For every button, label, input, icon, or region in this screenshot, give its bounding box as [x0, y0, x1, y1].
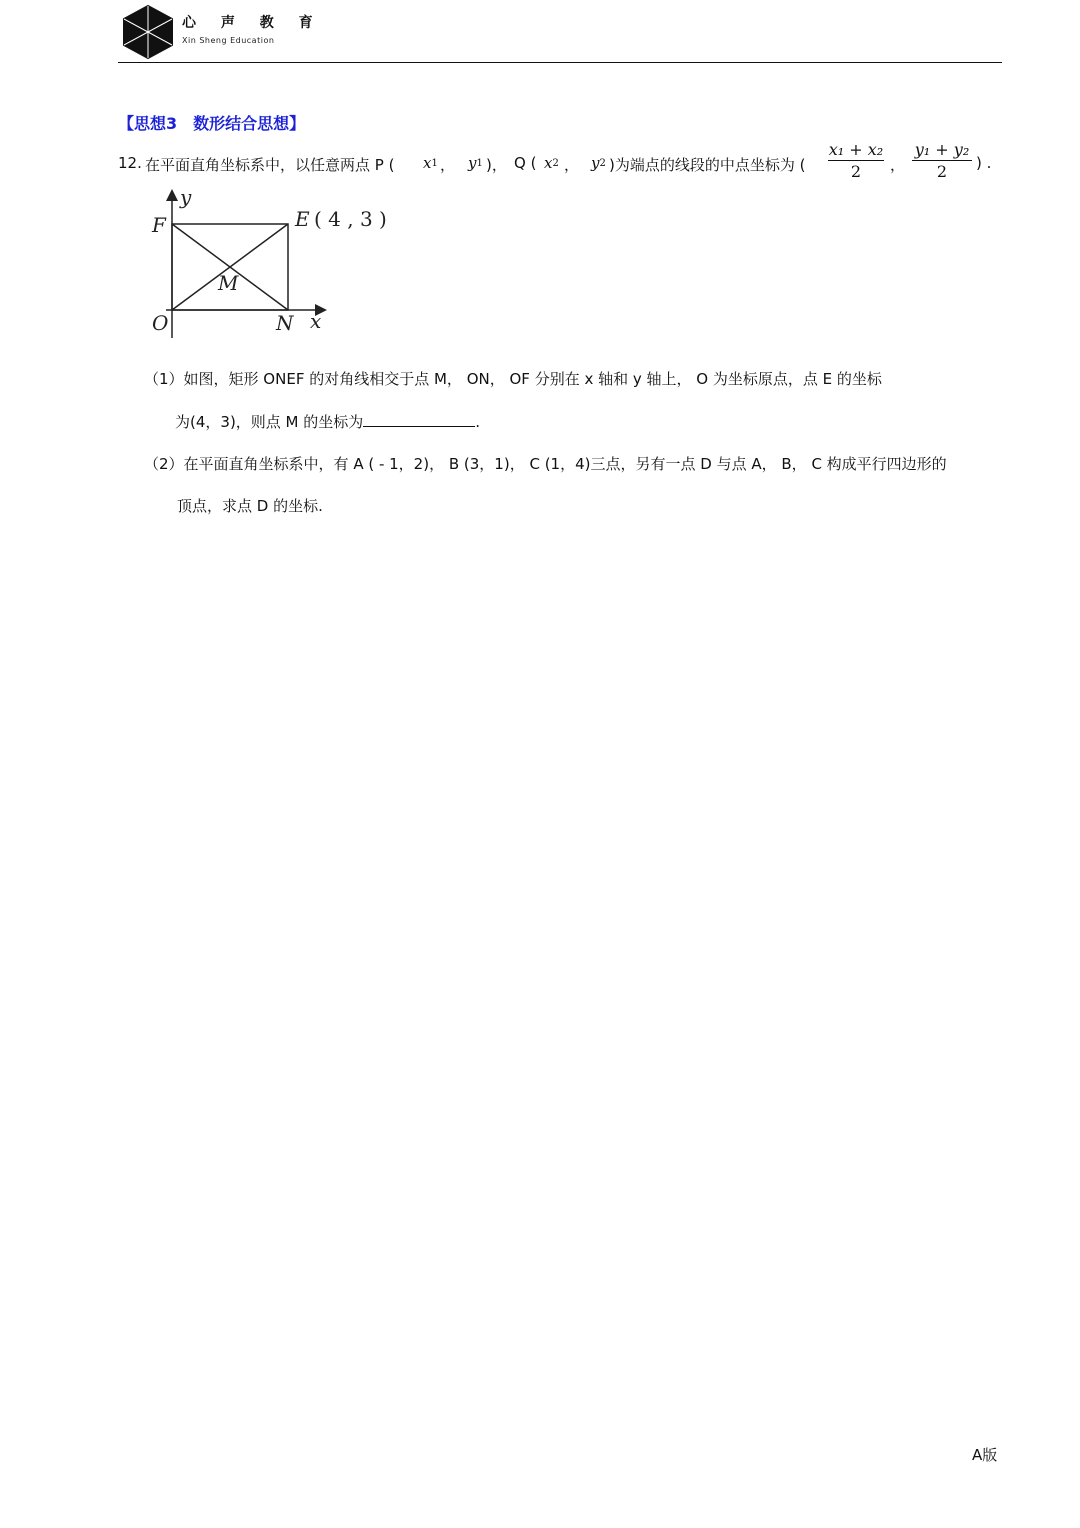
fraction-y-numerator: y₁ + y₂: [914, 140, 970, 159]
stem-comma: ，: [440, 156, 456, 174]
fraction-y-bar: [912, 160, 972, 161]
brand-name-cn: 心 声 教 育: [182, 15, 323, 31]
stem-text-a: 在平面直角坐标系中，以任意两点 P (: [145, 156, 395, 174]
point-label-e: E: [295, 207, 310, 231]
var-y2: y 2: [591, 154, 606, 172]
version-label: A版: [972, 1446, 998, 1464]
part-1-line-2-end: .: [475, 413, 481, 431]
header-divider: [118, 62, 1002, 63]
part-1-line-2: [175, 411, 480, 432]
point-label-n: N: [276, 311, 294, 335]
fraction-x-numerator: x₁ + x₂: [828, 140, 884, 159]
point-label-m: M: [218, 271, 239, 295]
part-2-line-1: （2）在平面直角坐标系中，有 A ( - 1，2)， B (3，1)， C (1，4)三点，另有一点 D 与点 A， B， C 构成平行四边形的: [144, 455, 947, 473]
stem-text-b: )为端点的线段的中点坐标为 (: [609, 156, 806, 174]
part-1-line-1: （1）如图，矩形 ONEF 的对角线相交于点 M， ON， OF 分别在 x 轴和 y 轴上， O 为坐标原点，点 E 的坐标: [144, 370, 882, 388]
fraction-y-denominator: 2: [936, 162, 948, 181]
stem-end: ) .: [976, 154, 992, 172]
point-label-o: O: [152, 311, 169, 335]
page-header: [118, 0, 1002, 64]
question-number: 12.: [118, 154, 142, 172]
axis-label-x: x: [310, 309, 322, 333]
stem-close-p: )，: [486, 156, 507, 174]
fraction-x-denominator: 2: [850, 162, 862, 181]
hexagon-cube-logo: [122, 4, 174, 60]
fraction-separator: ，: [890, 156, 906, 174]
part-2-line-2: 顶点，求点 D 的坐标.: [177, 497, 323, 515]
fraction-x: [826, 140, 886, 181]
var-x1: x 1: [423, 154, 438, 172]
stem-q-open: Q (: [514, 154, 537, 172]
fraction-x-bar: [828, 160, 884, 161]
point-label-f: F: [152, 213, 166, 237]
brand-name-en: Xin Sheng Education: [182, 36, 275, 45]
point-e-coordinates: ( 4 , 3 ): [314, 207, 387, 231]
var-x2: x 2: [544, 154, 559, 172]
axis-label-y: y: [180, 186, 192, 209]
answer-blank[interactable]: [363, 412, 475, 427]
rectangle-figure: [148, 186, 388, 346]
fraction-y: [910, 140, 974, 181]
stem-comma-2: ，: [564, 156, 580, 174]
var-y1: y 1: [468, 154, 483, 172]
section-title: 【思想3 数形结合思想】: [118, 114, 306, 133]
part-1-line-2-text: 为(4，3)，则点 M 的坐标为: [175, 413, 364, 431]
